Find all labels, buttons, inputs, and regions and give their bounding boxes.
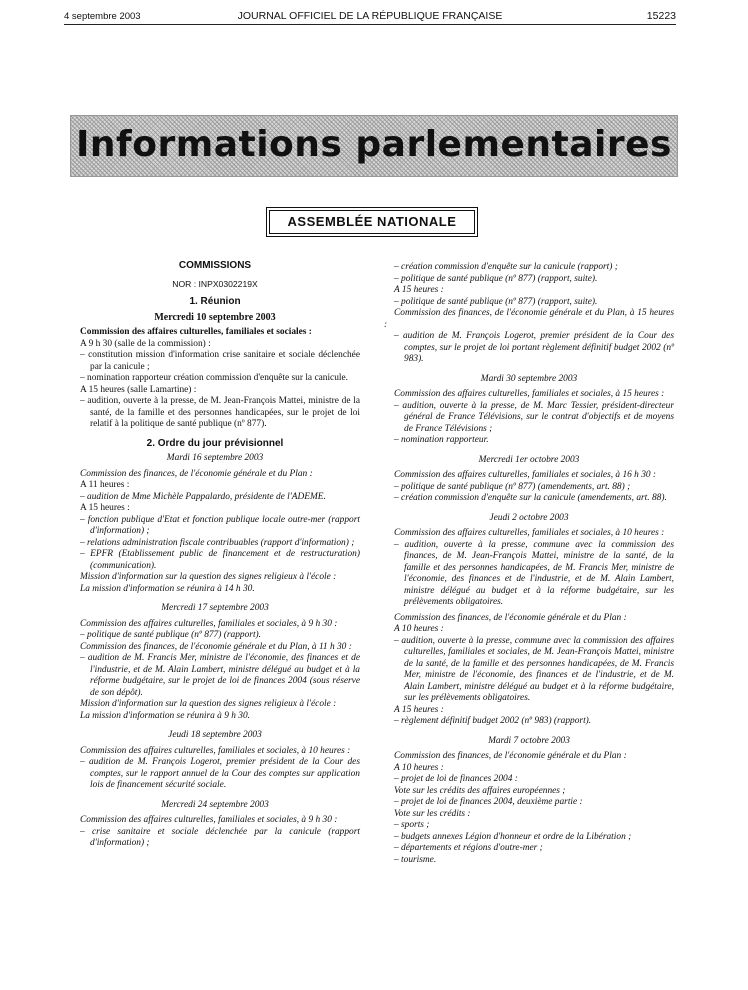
commission-heading: Commission des finances, de l'économie générale et du Plan, à 15 heures :	[384, 308, 674, 330]
commission-heading: Commission des affaires culturelles, familiales et sociales, à 9 h 30 :	[80, 618, 338, 629]
date-heading: Mercredi 17 septembre 2003	[161, 603, 269, 613]
time-line: A 10 heures :	[394, 762, 444, 773]
agenda-item: – audition, ouverte à la presse, de M. Jean-François Mattei, ministre de la santé, de la famille et des personnes handicapées, sur le projet de loi relatif à la politique de santé publique (nº 877).	[80, 396, 360, 429]
left-column	[70, 260, 360, 850]
commission-heading: Mission d'information sur la question des signes religieux à l'école :	[80, 572, 337, 582]
agenda-item: – constitution mission d'information crise sanitaire et sociale déclenchée par la canicule ;	[80, 350, 360, 372]
commission-heading: Commission des finances, de l'économie générale et du Plan :	[394, 612, 627, 623]
agenda-item: – budgets annexes Légion d'honneur et ordre de la Libération ;	[394, 831, 632, 842]
commission-heading: Commission des affaires culturelles, familiales et sociales, à 10 heures :	[394, 528, 665, 538]
section-banner	[70, 115, 678, 177]
agenda-item: – nomination rapporteur création commission d'enquête sur la canicule.	[80, 373, 349, 383]
agenda-item: La mission d'information se réunira à 14 h 30.	[80, 583, 255, 594]
header-page-number: 15223	[646, 10, 676, 22]
agenda-item: – tourisme.	[394, 854, 437, 865]
banner-title: Informations parlementaires	[76, 124, 672, 165]
agenda-item: – EPFR (Etablissement public de financement et de restructuration) (communication).	[80, 549, 360, 571]
agenda-item: – politique de santé publique (nº 877) (rapport, suite).	[394, 296, 598, 307]
date-heading: Mercredi 10 septembre 2003	[154, 311, 276, 323]
date-heading: Jeudi 18 septembre 2003	[168, 730, 262, 740]
commission-heading: Commission des affaires culturelles, familiales et sociales, à 10 heures :	[80, 745, 351, 756]
commission-heading: Commission des affaires culturelles, familiales et sociales, à 15 heures :	[394, 389, 665, 399]
agenda-item: – audition de M. François Logerot, premier président de la Cour des comptes, sur le projet de loi portant règlement définitif budget 2002 (nº 983).	[394, 331, 674, 364]
agenda-item: – projet de loi de finances 2004, deuxième partie :	[394, 797, 583, 807]
page-header	[64, 8, 676, 24]
agenda-item: – règlement définitif budget 2002 (nº 983) (rapport).	[394, 716, 592, 726]
agenda-item: La mission d'information se réunira à 9 h 30.	[80, 710, 250, 721]
right-column	[384, 262, 674, 866]
commission-heading: Commission des affaires culturelles, familiales et sociales, à 9 h 30 :	[80, 815, 338, 825]
time-line: A 11 heures :	[80, 480, 130, 490]
agenda-item: – création commission d'enquête sur la canicule (rapport) ;	[394, 262, 618, 272]
header-journal-title: JOURNAL OFFICIEL DE LA RÉPUBLIQUE FRANÇAISE	[237, 10, 503, 22]
agenda-item: – création commission d'enquête sur la canicule (amendements, art. 88).	[394, 493, 667, 503]
assembly-box	[266, 207, 478, 237]
commission-heading: Commission des affaires culturelles, familiales et sociales, à 16 h 30 :	[394, 470, 657, 480]
agenda-item: – départements et régions d'outre-mer ;	[394, 843, 543, 853]
agenda-item: – audition de M. Francis Mer, ministre de l'économie, des finances et de l'industrie, et de M. Alain Lambert, ministre délégué au budget et à la réforme budgétaire, sur le projet de loi de finances 2004 (sous réserve de son dépôt).	[80, 653, 360, 698]
date-heading: Mardi 7 octobre 2003	[488, 735, 570, 746]
agenda-item: – crise sanitaire et sociale déclenchée par la canicule (rapport d'information) ;	[80, 826, 360, 848]
agenda-item: – audition de Mme Michèle Pappalardo, présidente de l'ADEME.	[80, 491, 326, 502]
date-heading: Mercredi 1er octobre 2003	[478, 454, 580, 465]
agenda-item: – audition, ouverte à la presse, commune avec la commission des affaires culturelles, familiales et sociales, de M. Jean-François Mattei, ministre de la santé, de la famille et des personnes handicapées, de M. Francis Mer, ministre de l'économie, des finances et de l'industrie, et de M. Alain Lambert, ministre délégué au budget et à la réforme budgétaire, sur les prélèvements obligatoires.	[394, 635, 674, 703]
date-heading: Mercredi 24 septembre 2003	[161, 799, 269, 810]
commission-heading: Mission d'information sur la question des signes religieux à l'école :	[80, 699, 337, 709]
commission-heading: Commission des affaires culturelles, familiales et sociales :	[80, 327, 312, 337]
agenda-item: – politique de santé publique (nº 877) (rapport, suite).	[394, 273, 598, 284]
commissions-title: COMMISSIONS	[178, 260, 252, 271]
date-heading: Mardi 30 septembre 2003	[480, 373, 578, 384]
header-date: 4 septembre 2003	[64, 11, 141, 22]
agenda-item: – politique de santé publique (nº 877) (rapport).	[80, 630, 262, 640]
section-reunion: 1. Réunion	[189, 296, 241, 307]
agenda-item: – audition, ouverte à la presse, de M. Marc Tessier, président-directeur général de France Télévisions, sur le contrat d'objectifs et de moyens de France Télévisions ;	[394, 400, 674, 434]
agenda-item: – politique de santé publique (nº 877) (amendements, art. 88) ;	[394, 481, 631, 492]
time-line: A 9 h 30 (salle de la commission) :	[80, 338, 211, 349]
agenda-item: – nomination rapporteur.	[394, 435, 489, 445]
agenda-item: Vote sur les crédits des affaires européennes ;	[394, 785, 566, 796]
time-line: A 15 heures :	[394, 285, 444, 295]
agenda-item: – audition de M. François Logerot, premier président de la Cour des comptes, sur le rapport annuel de la Cour des comptes sur application lois de financement sécurité sociale.	[80, 757, 360, 790]
agenda-item: Vote sur les crédits :	[394, 808, 471, 819]
time-line: A 15 heures (salle Lamartine) :	[80, 384, 197, 395]
time-line: A 10 heures :	[394, 624, 444, 634]
agenda-item: – fonction publique d'Etat et fonction publique locale outre-mer (rapport d'information) ;	[80, 514, 360, 536]
commission-heading: Commission des finances, de l'économie générale et du Plan, à 11 h 30 :	[80, 641, 352, 652]
commission-heading: Commission des finances, de l'économie générale et du Plan :	[394, 751, 627, 761]
section-ordre-du-jour: 2. Ordre du jour prévisionnel	[146, 437, 284, 449]
agenda-item: – projet de loi de finances 2004 :	[394, 774, 518, 784]
agenda-item: – relations administration fiscale contribuables (rapport d'information) ;	[80, 537, 355, 548]
nor-reference: NOR : INPX0302219X	[172, 278, 258, 289]
time-line: A 15 heures :	[80, 503, 130, 513]
header-rule	[64, 24, 676, 25]
agenda-item: – audition, ouverte à la presse, commune avec la commission des finances, de M. Jean-François Mattei, ministre de la santé, de la famille et des personnes handicapées, de M. Francis Mer, ministre de l'économie, des finances et de l'industrie, et de M. Alain Lambert, ministre délégué au budget et à la réforme budgétaire, sur les prélèvements obligatoires.	[394, 539, 674, 607]
time-line: A 15 heures :	[394, 704, 444, 715]
date-heading: Mardi 16 septembre 2003	[166, 453, 264, 463]
agenda-item: – sports ;	[394, 820, 430, 830]
commission-heading: Commission des finances, de l'économie générale et du Plan :	[80, 468, 313, 479]
date-heading: Jeudi 2 octobre 2003	[489, 512, 569, 523]
assembly-title: ASSEMBLÉE NATIONALE	[287, 214, 457, 229]
